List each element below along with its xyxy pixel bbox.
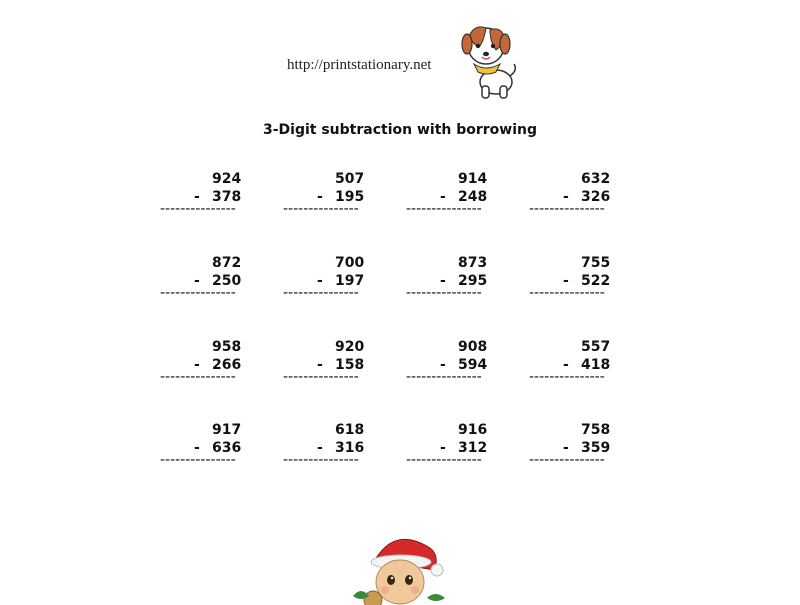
- subtraction-problem: [283, 171, 393, 231]
- minuend: 618: [335, 422, 365, 438]
- subtrahend: 636: [212, 440, 242, 456]
- minuend: 958: [212, 339, 242, 355]
- minuend: 924: [212, 171, 242, 187]
- answer-line: ---------------: [160, 201, 236, 217]
- subtraction-problem: [160, 171, 270, 231]
- answer-line: ---------------: [406, 201, 482, 217]
- subtrahend: 418: [581, 357, 611, 373]
- minuend: 872: [212, 255, 242, 271]
- subtraction-problem: [406, 255, 516, 315]
- minus-sign: -: [194, 273, 200, 289]
- subtrahend: 312: [458, 440, 488, 456]
- subtraction-problem: [529, 339, 639, 399]
- minuend: 632: [581, 171, 611, 187]
- subtrahend: 197: [335, 273, 365, 289]
- subtraction-problem: [160, 255, 270, 315]
- subtraction-problem: [283, 422, 393, 482]
- minuend: 758: [581, 422, 611, 438]
- minuend: 700: [335, 255, 365, 271]
- subtrahend: 195: [335, 189, 365, 205]
- minus-sign: -: [317, 440, 323, 456]
- answer-line: ---------------: [283, 285, 359, 301]
- minus-sign: -: [440, 189, 446, 205]
- subtraction-problem: [160, 422, 270, 482]
- worksheet-title: 3-Digit subtraction with borrowing: [262, 122, 538, 138]
- minus-sign: -: [440, 440, 446, 456]
- header-url: http://printstationary.net: [287, 57, 432, 73]
- subtrahend: 326: [581, 189, 611, 205]
- answer-line: ---------------: [283, 452, 359, 468]
- answer-line: ---------------: [406, 369, 482, 385]
- subtraction-problem: [283, 339, 393, 399]
- minus-sign: -: [440, 273, 446, 289]
- subtraction-problem: [160, 339, 270, 399]
- answer-line: ---------------: [529, 285, 605, 301]
- minuend: 507: [335, 171, 365, 187]
- subtrahend: 522: [581, 273, 611, 289]
- minus-sign: -: [563, 189, 569, 205]
- subtrahend: 158: [335, 357, 365, 373]
- subtraction-problem: [529, 255, 639, 315]
- minus-sign: -: [317, 189, 323, 205]
- answer-line: ---------------: [406, 452, 482, 468]
- minuend: 557: [581, 339, 611, 355]
- subtrahend: 378: [212, 189, 242, 205]
- answer-line: ---------------: [406, 285, 482, 301]
- minuend: 873: [458, 255, 488, 271]
- answer-line: ---------------: [283, 369, 359, 385]
- minus-sign: -: [194, 189, 200, 205]
- minus-sign: -: [440, 357, 446, 373]
- minus-sign: -: [317, 273, 323, 289]
- subtrahend: 266: [212, 357, 242, 373]
- subtraction-problem: [529, 171, 639, 231]
- answer-line: ---------------: [529, 369, 605, 385]
- answer-line: ---------------: [160, 452, 236, 468]
- subtraction-problem: [406, 422, 516, 482]
- subtraction-problem: [406, 171, 516, 231]
- minuend: 908: [458, 339, 488, 355]
- subtraction-problem: [283, 255, 393, 315]
- minuend: 916: [458, 422, 488, 438]
- subtrahend: 316: [335, 440, 365, 456]
- subtrahend: 594: [458, 357, 488, 373]
- subtraction-problem: [406, 339, 516, 399]
- minuend: 917: [212, 422, 242, 438]
- minus-sign: -: [317, 357, 323, 373]
- minus-sign: -: [563, 440, 569, 456]
- minus-sign: -: [563, 273, 569, 289]
- subtrahend: 250: [212, 273, 242, 289]
- answer-line: ---------------: [160, 285, 236, 301]
- subtrahend: 295: [458, 273, 488, 289]
- answer-line: ---------------: [283, 201, 359, 217]
- minuend: 755: [581, 255, 611, 271]
- minus-sign: -: [194, 440, 200, 456]
- minuend: 920: [335, 339, 365, 355]
- answer-line: ---------------: [529, 201, 605, 217]
- minuend: 914: [458, 171, 488, 187]
- puppy-illustration-icon: [460, 24, 520, 100]
- answer-line: ---------------: [160, 369, 236, 385]
- christmas-child-illustration-icon: [345, 530, 455, 605]
- minus-sign: -: [194, 357, 200, 373]
- subtrahend: 359: [581, 440, 611, 456]
- answer-line: ---------------: [529, 452, 605, 468]
- minus-sign: -: [563, 357, 569, 373]
- subtrahend: 248: [458, 189, 488, 205]
- subtraction-problem: [529, 422, 639, 482]
